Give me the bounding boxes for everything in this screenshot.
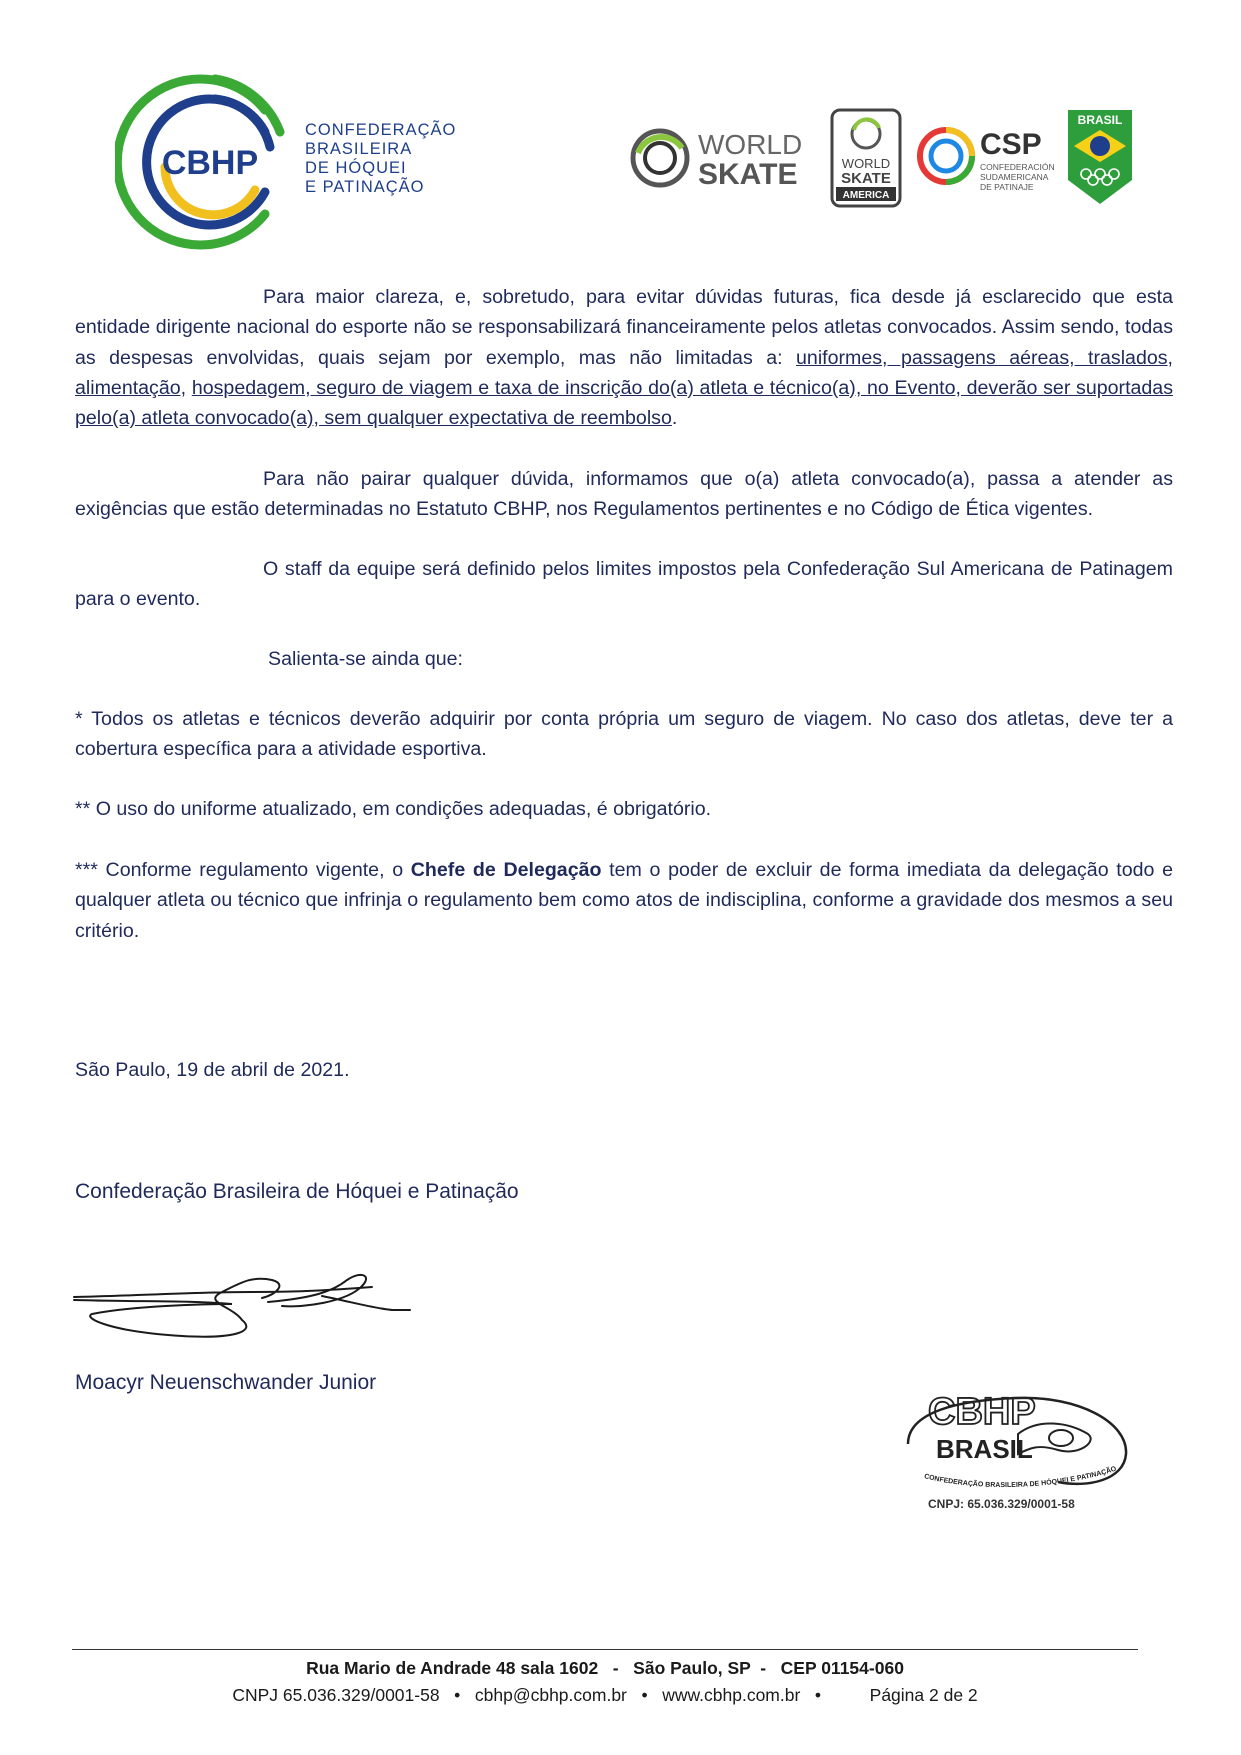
note-uniform xyxy=(75,794,1173,824)
paragraph-obligations xyxy=(75,464,1173,525)
csp-logo xyxy=(920,128,1055,192)
footer-cnpj: CNPJ 65.036.329/0001-58 xyxy=(232,1685,440,1705)
p7-pre: *** Conforme regulamento vigente, o xyxy=(75,859,411,881)
world-skate-logo xyxy=(633,129,802,191)
p1-end: . xyxy=(671,407,678,430)
stamp-mark: CBHP xyxy=(928,1391,1036,1433)
svg-text:CONFEDERAÇÃO BRASILEIRA DE HÓQ xyxy=(923,1465,1117,1489)
cbhp-logo-mark: CBHP xyxy=(161,144,259,182)
signature xyxy=(72,1262,424,1342)
p7-bold: Chefe de Delegação xyxy=(410,859,602,881)
cbhp-stamp xyxy=(898,1382,1138,1514)
footer-page-number: Página 2 de 2 xyxy=(869,1685,978,1705)
csp-line-3: DE PATINAJE xyxy=(980,182,1034,192)
footer-address: Rua Mario de Andrade 48 sala 1602 - São Paulo, SP - CEP 01154-060 xyxy=(306,1658,904,1678)
stamp-country: BRASIL xyxy=(936,1434,1033,1464)
cbhp-logo xyxy=(115,72,495,252)
footer-contact: CNPJ 65.036.329/0001-58 • cbhp@cbhp.com.br • www.cbhp.com.br • Página 2 de 2 xyxy=(232,1685,978,1705)
csp-line-2: SUDAMERICANA xyxy=(980,172,1049,182)
partner-logos xyxy=(630,108,1150,210)
wsa-line-1: WORLD xyxy=(841,156,891,171)
place-date: São Paulo, 19 de abril de 2021. xyxy=(75,1059,350,1081)
signatory-name: Moacyr Neuenschwander Junior xyxy=(75,1371,377,1394)
p1-underlined-1: uniformes, passagens aéreas, traslados, alimentação, xyxy=(75,346,1173,399)
cbhp-name-line-2: BRASILEIRA xyxy=(305,140,413,158)
p4-text: Salienta-se ainda que: xyxy=(268,648,463,670)
brasil-olympic-logo xyxy=(1068,110,1132,204)
world-skate-america-logo xyxy=(832,110,900,206)
cbhp-name-line-3: DE HÓQUEI xyxy=(305,159,407,177)
stamp-arc-text: CONFEDERAÇÃO BRASILEIRA DE HÓQUEI E PATINAÇÃO xyxy=(923,1465,1118,1490)
p2-text: Para não pairar qualquer dúvida, informamos que o(a) atleta convocado(a), passa a atender as exigências que estão determinadas no Estatuto CBHP, nos Regulamentos pertinentes e no Código de Ética vigentes. xyxy=(75,468,1173,521)
p5-text: * Todos os atletas e técnicos deverão adquirir por conta própria um seguro de viagem. No caso dos atletas, deve ter a cobertura específica para a atividade esportiva. xyxy=(75,708,1173,761)
csp-mark: CSP xyxy=(980,128,1042,161)
note-insurance xyxy=(75,704,1173,765)
p1-lead: Para maior clareza, e, sobretudo, para evitar dúvidas futuras, fica desde já esclarecido que esta entidade dirigente nacional do esporte não se responsabilizará financeiramente pelos atletas convocados. Assim sendo, todas as despesas envolvidas, quais sejam por exemplo, mas não limitadas a: xyxy=(75,286,1173,369)
note-delegation-head xyxy=(75,855,1173,946)
p6-text: ** O uso do uniforme atualizado, em condições adequadas, é obrigatório. xyxy=(75,798,712,820)
brasil-label: BRASIL xyxy=(1077,113,1123,127)
p3-text: O staff da equipe será definido pelos limites impostos pela Confederação Sul Americana de Patinagem para o evento. xyxy=(75,558,1173,611)
organization-name: Confederação Brasileira de Hóquei e Patinação xyxy=(75,1180,519,1203)
footer-divider xyxy=(72,1649,1138,1650)
paragraph-salienta xyxy=(75,644,1173,674)
paragraph-expenses xyxy=(75,282,1173,433)
world-skate-line-1: WORLD xyxy=(698,129,803,160)
csp-line-1: CONFEDERACIÓN xyxy=(980,162,1055,172)
paragraph-staff xyxy=(75,554,1173,615)
world-skate-line-2: SKATE xyxy=(698,158,798,191)
wsa-line-3: AMERICA xyxy=(842,190,890,201)
cbhp-name-line-4: E PATINAÇÃO xyxy=(305,178,425,196)
wsa-line-2: SKATE xyxy=(841,170,891,187)
p7-post: tem o poder de excluir de forma imediata da delegação todo e qualquer atleta ou técnico que infrinja o regulamento bem como atos de indisciplina, conforme a gravidade dos mesmos a seu critério. xyxy=(75,859,1173,942)
footer-website[interactable]: www.cbhp.com.br xyxy=(662,1685,801,1705)
footer-email[interactable]: cbhp@cbhp.com.br xyxy=(474,1685,627,1705)
p1-underlined-2: hospedagem, seguro de viagem e taxa de inscrição do(a) atleta e técnico(a), no Evento, deverão ser suportadas pelo(a) atleta convocado(a), sem qualquer expectativa de reembolso xyxy=(75,376,1174,430)
cbhp-name-line-1: CONFEDERAÇÃO xyxy=(305,121,457,139)
stamp-cnpj: CNPJ: 65.036.329/0001-58 xyxy=(928,1497,1075,1511)
